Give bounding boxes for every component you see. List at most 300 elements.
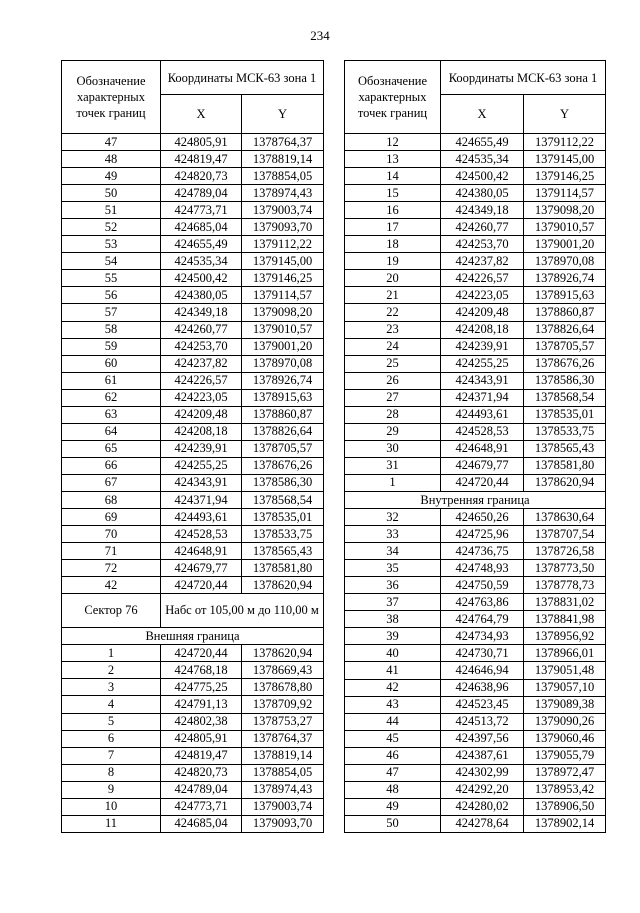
x-coordinate-cell: 424535,34 <box>441 151 524 168</box>
y-coordinate-cell: 1379146,25 <box>242 270 324 287</box>
x-coordinate-cell: 424223,05 <box>441 287 524 304</box>
x-coordinate-cell: 424371,94 <box>161 491 242 508</box>
x-coordinate-cell: 424343,91 <box>441 372 524 389</box>
table-row <box>62 423 324 440</box>
x-coordinate-cell: 424720,44 <box>161 577 242 594</box>
y-coordinate-cell: 1379093,70 <box>242 219 324 236</box>
point-id-cell: 53 <box>62 236 161 253</box>
x-coordinate-cell: 424720,44 <box>441 474 524 491</box>
point-id-cell: 18 <box>345 236 441 253</box>
y-header: Y <box>524 95 606 134</box>
point-id-cell: 5 <box>62 713 161 730</box>
table-row <box>345 321 606 338</box>
x-coordinate-cell: 424500,42 <box>161 270 242 287</box>
y-coordinate-cell: 1378764,37 <box>242 134 324 151</box>
x-coordinate-cell: 424208,18 <box>441 321 524 338</box>
y-coordinate-cell: 1379010,57 <box>524 219 606 236</box>
y-coordinate-cell: 1378565,43 <box>242 543 324 560</box>
x-coordinate-cell: 424638,96 <box>441 679 524 696</box>
section-label: Внутренняя граница <box>345 491 606 508</box>
point-id-cell: 25 <box>345 355 441 372</box>
point-id-cell: 16 <box>345 202 441 219</box>
coords-header: Координаты МСК-63 зона 1 <box>441 61 606 95</box>
y-coordinate-cell: 1378676,26 <box>524 355 606 372</box>
table-row <box>345 236 606 253</box>
right-table-body <box>345 134 606 833</box>
coordinates-table-left <box>61 60 324 833</box>
point-id-cell: 40 <box>345 645 441 662</box>
y-coordinate-cell: 1379010,57 <box>242 321 324 338</box>
x-coordinate-cell: 424387,61 <box>441 747 524 764</box>
point-id-cell: 56 <box>62 287 161 304</box>
table-row <box>345 747 606 764</box>
point-id-cell: 20 <box>345 270 441 287</box>
y-coordinate-cell: 1378581,80 <box>524 457 606 474</box>
y-coordinate-cell: 1378966,01 <box>524 645 606 662</box>
point-id-cell: 62 <box>62 389 161 406</box>
table-row <box>345 509 606 526</box>
point-id-cell: 63 <box>62 406 161 423</box>
table-row <box>345 202 606 219</box>
point-id-cell: 33 <box>345 526 441 543</box>
y-coordinate-cell: 1378764,37 <box>242 730 324 747</box>
table-row <box>345 474 606 491</box>
x-coordinate-cell: 424805,91 <box>161 134 242 151</box>
x-coordinate-cell: 424260,77 <box>441 219 524 236</box>
y-coordinate-cell: 1378926,74 <box>524 270 606 287</box>
y-coordinate-cell: 1379146,25 <box>524 168 606 185</box>
point-id-cell: 14 <box>345 168 441 185</box>
table-row <box>345 628 606 645</box>
y-coordinate-cell: 1378970,08 <box>242 355 324 372</box>
table-row <box>62 355 324 372</box>
table-row <box>345 134 606 151</box>
x-coordinate-cell: 424380,05 <box>441 185 524 202</box>
y-coordinate-cell: 1378669,43 <box>242 662 324 679</box>
y-coordinate-cell: 1378535,01 <box>524 406 606 423</box>
y-coordinate-cell: 1379001,20 <box>242 338 324 355</box>
table-row <box>345 662 606 679</box>
point-id-cell: 41 <box>345 662 441 679</box>
x-coordinate-cell: 424805,91 <box>161 730 242 747</box>
point-id-cell: 68 <box>62 491 161 508</box>
point-id-cell: 39 <box>345 628 441 645</box>
table-row <box>62 781 324 798</box>
x-coordinate-cell: 424292,20 <box>441 781 524 798</box>
table-row <box>62 372 324 389</box>
x-coordinate-cell: 424255,25 <box>161 457 242 474</box>
table-row <box>345 168 606 185</box>
table-row <box>62 747 324 764</box>
point-id-cell: 34 <box>345 543 441 560</box>
y-coordinate-cell: 1378678,80 <box>242 679 324 696</box>
x-header: X <box>441 95 524 134</box>
x-coordinate-cell: 424302,99 <box>441 764 524 781</box>
x-coordinate-cell: 424819,47 <box>161 747 242 764</box>
table-row <box>62 662 324 679</box>
y-coordinate-cell: 1378620,94 <box>242 645 324 662</box>
y-coordinate-cell: 1378568,54 <box>242 491 324 508</box>
x-coordinate-cell: 424655,49 <box>161 236 242 253</box>
point-id-cell: 64 <box>62 423 161 440</box>
x-coordinate-cell: 424371,94 <box>441 389 524 406</box>
y-coordinate-cell: 1379098,20 <box>524 202 606 219</box>
point-id-cell: 36 <box>345 577 441 594</box>
x-header: X <box>161 95 242 134</box>
x-coordinate-cell: 424209,48 <box>441 304 524 321</box>
point-id-cell: 47 <box>345 764 441 781</box>
point-id-cell: 26 <box>345 372 441 389</box>
y-coordinate-cell: 1378581,80 <box>242 560 324 577</box>
coords-header: Координаты МСК-63 зона 1 <box>161 61 324 95</box>
y-coordinate-cell: 1378953,42 <box>524 781 606 798</box>
y-coordinate-cell: 1378726,58 <box>524 543 606 560</box>
point-id-cell: 23 <box>345 321 441 338</box>
point-id-cell: 10 <box>62 798 161 815</box>
y-header: Y <box>242 95 324 134</box>
x-coordinate-cell: 424209,48 <box>161 406 242 423</box>
x-coordinate-cell: 424725,96 <box>441 526 524 543</box>
table-row <box>62 440 324 457</box>
point-id-cell: 50 <box>345 815 441 832</box>
page-number: 234 <box>310 28 330 43</box>
x-coordinate-cell: 424226,57 <box>161 372 242 389</box>
table-row <box>62 491 324 508</box>
point-id-cell: 70 <box>62 526 161 543</box>
y-coordinate-cell: 1378826,64 <box>242 423 324 440</box>
x-coordinate-cell: 424789,04 <box>161 185 242 202</box>
x-coordinate-cell: 424720,44 <box>161 645 242 662</box>
x-coordinate-cell: 424646,94 <box>441 662 524 679</box>
point-id-cell: 48 <box>62 151 161 168</box>
point-id-cell: 42 <box>62 577 161 594</box>
y-coordinate-cell: 1378972,47 <box>524 764 606 781</box>
table-row <box>62 185 324 202</box>
table-row <box>345 781 606 798</box>
x-coordinate-cell: 424237,82 <box>161 355 242 372</box>
y-coordinate-cell: 1378826,64 <box>524 321 606 338</box>
point-id-cell: 44 <box>345 713 441 730</box>
point-id-cell: 28 <box>345 406 441 423</box>
x-coordinate-cell: 424820,73 <box>161 764 242 781</box>
y-coordinate-cell: 1379003,74 <box>242 202 324 219</box>
sector-height-range: Набс от 105,00 м до 110,00 м <box>161 594 324 628</box>
y-coordinate-cell: 1379098,20 <box>242 304 324 321</box>
point-id-cell: 21 <box>345 287 441 304</box>
x-coordinate-cell: 424226,57 <box>441 270 524 287</box>
point-id-cell: 29 <box>345 423 441 440</box>
table-row <box>62 202 324 219</box>
point-id-cell: 65 <box>62 440 161 457</box>
table-row <box>345 372 606 389</box>
y-coordinate-cell: 1378773,50 <box>524 560 606 577</box>
y-coordinate-cell: 1378676,26 <box>242 457 324 474</box>
y-coordinate-cell: 1378819,14 <box>242 747 324 764</box>
table-row <box>345 219 606 236</box>
table-row <box>345 815 606 832</box>
y-coordinate-cell: 1378860,87 <box>524 304 606 321</box>
table-row <box>345 355 606 372</box>
point-id-cell: 31 <box>345 457 441 474</box>
y-coordinate-cell: 1378709,92 <box>242 696 324 713</box>
x-coordinate-cell: 424791,13 <box>161 696 242 713</box>
point-id-cell: 71 <box>62 543 161 560</box>
table-row <box>62 457 324 474</box>
y-coordinate-cell: 1379055,79 <box>524 747 606 764</box>
x-coordinate-cell: 424763,86 <box>441 594 524 611</box>
x-coordinate-cell: 424380,05 <box>161 287 242 304</box>
y-coordinate-cell: 1378860,87 <box>242 406 324 423</box>
point-id-cell: 35 <box>345 560 441 577</box>
point-id-cell: 13 <box>345 151 441 168</box>
x-coordinate-cell: 424679,77 <box>441 457 524 474</box>
point-id-cell: 58 <box>62 321 161 338</box>
x-coordinate-cell: 424239,91 <box>441 338 524 355</box>
point-id-cell: 69 <box>62 509 161 526</box>
y-coordinate-cell: 1379093,70 <box>242 815 324 832</box>
x-coordinate-cell: 424528,53 <box>441 423 524 440</box>
table-row <box>345 730 606 747</box>
left-table-body <box>62 134 324 833</box>
y-coordinate-cell: 1379057,10 <box>524 679 606 696</box>
table-row <box>62 219 324 236</box>
x-coordinate-cell: 424764,79 <box>441 611 524 628</box>
table-row <box>345 423 606 440</box>
x-coordinate-cell: 424750,59 <box>441 577 524 594</box>
point-id-cell: 32 <box>345 509 441 526</box>
table-row <box>345 577 606 594</box>
x-coordinate-cell: 424239,91 <box>161 440 242 457</box>
table-row <box>345 151 606 168</box>
table-row <box>62 321 324 338</box>
section-row <box>62 628 324 645</box>
x-coordinate-cell: 424773,71 <box>161 202 242 219</box>
table-row <box>62 270 324 287</box>
point-id-cell: 48 <box>345 781 441 798</box>
table-row <box>62 696 324 713</box>
y-coordinate-cell: 1379003,74 <box>242 798 324 815</box>
section-row <box>345 491 606 508</box>
x-coordinate-cell: 424650,26 <box>441 509 524 526</box>
point-id-cell: 72 <box>62 560 161 577</box>
table-row <box>62 253 324 270</box>
point-id-cell: 60 <box>62 355 161 372</box>
table-row <box>345 270 606 287</box>
y-coordinate-cell: 1378586,30 <box>524 372 606 389</box>
y-coordinate-cell: 1379145,00 <box>242 253 324 270</box>
point-id-cell: 55 <box>62 270 161 287</box>
x-coordinate-cell: 424789,04 <box>161 781 242 798</box>
x-coordinate-cell: 424802,38 <box>161 713 242 730</box>
table-row <box>62 151 324 168</box>
point-id-cell: 38 <box>345 611 441 628</box>
point-id-cell: 61 <box>62 372 161 389</box>
point-id-cell: 67 <box>62 474 161 491</box>
point-id-cell: 6 <box>62 730 161 747</box>
point-id-cell: 11 <box>62 815 161 832</box>
point-id-cell: 66 <box>62 457 161 474</box>
x-coordinate-cell: 424679,77 <box>161 560 242 577</box>
table-row <box>62 526 324 543</box>
y-coordinate-cell: 1378630,64 <box>524 509 606 526</box>
x-coordinate-cell: 424397,56 <box>441 730 524 747</box>
sector-label: Сектор 76 <box>62 594 161 628</box>
x-coordinate-cell: 424349,18 <box>161 304 242 321</box>
y-coordinate-cell: 1378533,75 <box>524 423 606 440</box>
table-row <box>345 440 606 457</box>
y-coordinate-cell: 1378906,50 <box>524 798 606 815</box>
table-row <box>345 389 606 406</box>
table-row <box>62 236 324 253</box>
x-coordinate-cell: 424819,47 <box>161 151 242 168</box>
table-row <box>62 798 324 815</box>
table-row <box>62 679 324 696</box>
y-coordinate-cell: 1379112,22 <box>524 134 606 151</box>
y-coordinate-cell: 1378974,43 <box>242 185 324 202</box>
x-coordinate-cell: 424493,61 <box>161 509 242 526</box>
x-coordinate-cell: 424768,18 <box>161 662 242 679</box>
y-coordinate-cell: 1378535,01 <box>242 509 324 526</box>
x-coordinate-cell: 424535,34 <box>161 253 242 270</box>
point-id-cell: 37 <box>345 594 441 611</box>
section-label: Внешняя граница <box>62 628 324 645</box>
point-id-cell: 47 <box>62 134 161 151</box>
table-row <box>62 730 324 747</box>
x-coordinate-cell: 424513,72 <box>441 713 524 730</box>
y-coordinate-cell: 1378565,43 <box>524 440 606 457</box>
table-row <box>62 560 324 577</box>
y-coordinate-cell: 1379145,00 <box>524 151 606 168</box>
designation-header: Обозначение характерных точек границ <box>345 61 441 134</box>
y-coordinate-cell: 1378705,57 <box>524 338 606 355</box>
table-row <box>62 509 324 526</box>
point-id-cell: 52 <box>62 219 161 236</box>
table-row <box>62 389 324 406</box>
table-row <box>62 338 324 355</box>
y-coordinate-cell: 1378819,14 <box>242 151 324 168</box>
table-row <box>345 713 606 730</box>
x-coordinate-cell: 424648,91 <box>161 543 242 560</box>
x-coordinate-cell: 424734,93 <box>441 628 524 645</box>
table-row <box>345 594 606 611</box>
x-coordinate-cell: 424748,93 <box>441 560 524 577</box>
sector-row <box>62 594 324 628</box>
y-coordinate-cell: 1378707,54 <box>524 526 606 543</box>
y-coordinate-cell: 1379090,26 <box>524 713 606 730</box>
y-coordinate-cell: 1378705,57 <box>242 440 324 457</box>
y-coordinate-cell: 1378854,05 <box>242 168 324 185</box>
point-id-cell: 59 <box>62 338 161 355</box>
x-coordinate-cell: 424280,02 <box>441 798 524 815</box>
x-coordinate-cell: 424278,64 <box>441 815 524 832</box>
table-row <box>62 764 324 781</box>
point-id-cell: 43 <box>345 696 441 713</box>
y-coordinate-cell: 1378620,94 <box>524 474 606 491</box>
y-coordinate-cell: 1378854,05 <box>242 764 324 781</box>
point-id-cell: 24 <box>345 338 441 355</box>
table-row <box>345 526 606 543</box>
y-coordinate-cell: 1379051,48 <box>524 662 606 679</box>
point-id-cell: 49 <box>62 168 161 185</box>
x-coordinate-cell: 424820,73 <box>161 168 242 185</box>
y-coordinate-cell: 1378778,73 <box>524 577 606 594</box>
table-row <box>345 560 606 577</box>
x-coordinate-cell: 424260,77 <box>161 321 242 338</box>
y-coordinate-cell: 1378841,98 <box>524 611 606 628</box>
x-coordinate-cell: 424500,42 <box>441 168 524 185</box>
table-row <box>345 611 606 628</box>
table-row <box>62 577 324 594</box>
table-row <box>62 406 324 423</box>
y-coordinate-cell: 1378831,02 <box>524 594 606 611</box>
x-coordinate-cell: 424493,61 <box>441 406 524 423</box>
x-coordinate-cell: 424685,04 <box>161 219 242 236</box>
table-row <box>345 696 606 713</box>
point-id-cell: 54 <box>62 253 161 270</box>
point-id-cell: 50 <box>62 185 161 202</box>
y-coordinate-cell: 1378586,30 <box>242 474 324 491</box>
y-coordinate-cell: 1378926,74 <box>242 372 324 389</box>
y-coordinate-cell: 1379089,38 <box>524 696 606 713</box>
x-coordinate-cell: 424730,71 <box>441 645 524 662</box>
point-id-cell: 22 <box>345 304 441 321</box>
table-row <box>345 338 606 355</box>
point-id-cell: 15 <box>345 185 441 202</box>
y-coordinate-cell: 1378915,63 <box>242 389 324 406</box>
x-coordinate-cell: 424655,49 <box>441 134 524 151</box>
table-row <box>345 287 606 304</box>
x-coordinate-cell: 424685,04 <box>161 815 242 832</box>
y-coordinate-cell: 1379001,20 <box>524 236 606 253</box>
table-row <box>345 764 606 781</box>
point-id-cell: 1 <box>345 474 441 491</box>
table-row <box>345 185 606 202</box>
table-row <box>62 304 324 321</box>
point-id-cell: 45 <box>345 730 441 747</box>
coordinates-table-right <box>344 60 606 833</box>
y-coordinate-cell: 1378956,92 <box>524 628 606 645</box>
designation-header: Обозначение характерных точек границ <box>62 61 161 134</box>
table-row <box>62 134 324 151</box>
y-coordinate-cell: 1378974,43 <box>242 781 324 798</box>
y-coordinate-cell: 1379114,57 <box>524 185 606 202</box>
point-id-cell: 12 <box>345 134 441 151</box>
y-coordinate-cell: 1378568,54 <box>524 389 606 406</box>
x-coordinate-cell: 424648,91 <box>441 440 524 457</box>
y-coordinate-cell: 1378620,94 <box>242 577 324 594</box>
x-coordinate-cell: 424223,05 <box>161 389 242 406</box>
point-id-cell: 8 <box>62 764 161 781</box>
table-row <box>345 406 606 423</box>
point-id-cell: 4 <box>62 696 161 713</box>
point-id-cell: 51 <box>62 202 161 219</box>
point-id-cell: 17 <box>345 219 441 236</box>
point-id-cell: 42 <box>345 679 441 696</box>
table-row <box>345 253 606 270</box>
table-row <box>62 815 324 832</box>
table-row <box>345 798 606 815</box>
x-coordinate-cell: 424775,25 <box>161 679 242 696</box>
point-id-cell: 7 <box>62 747 161 764</box>
point-id-cell: 1 <box>62 645 161 662</box>
table-row <box>345 543 606 560</box>
point-id-cell: 19 <box>345 253 441 270</box>
y-coordinate-cell: 1379112,22 <box>242 236 324 253</box>
x-coordinate-cell: 424523,45 <box>441 696 524 713</box>
point-id-cell: 9 <box>62 781 161 798</box>
table-row <box>345 304 606 321</box>
x-coordinate-cell: 424773,71 <box>161 798 242 815</box>
